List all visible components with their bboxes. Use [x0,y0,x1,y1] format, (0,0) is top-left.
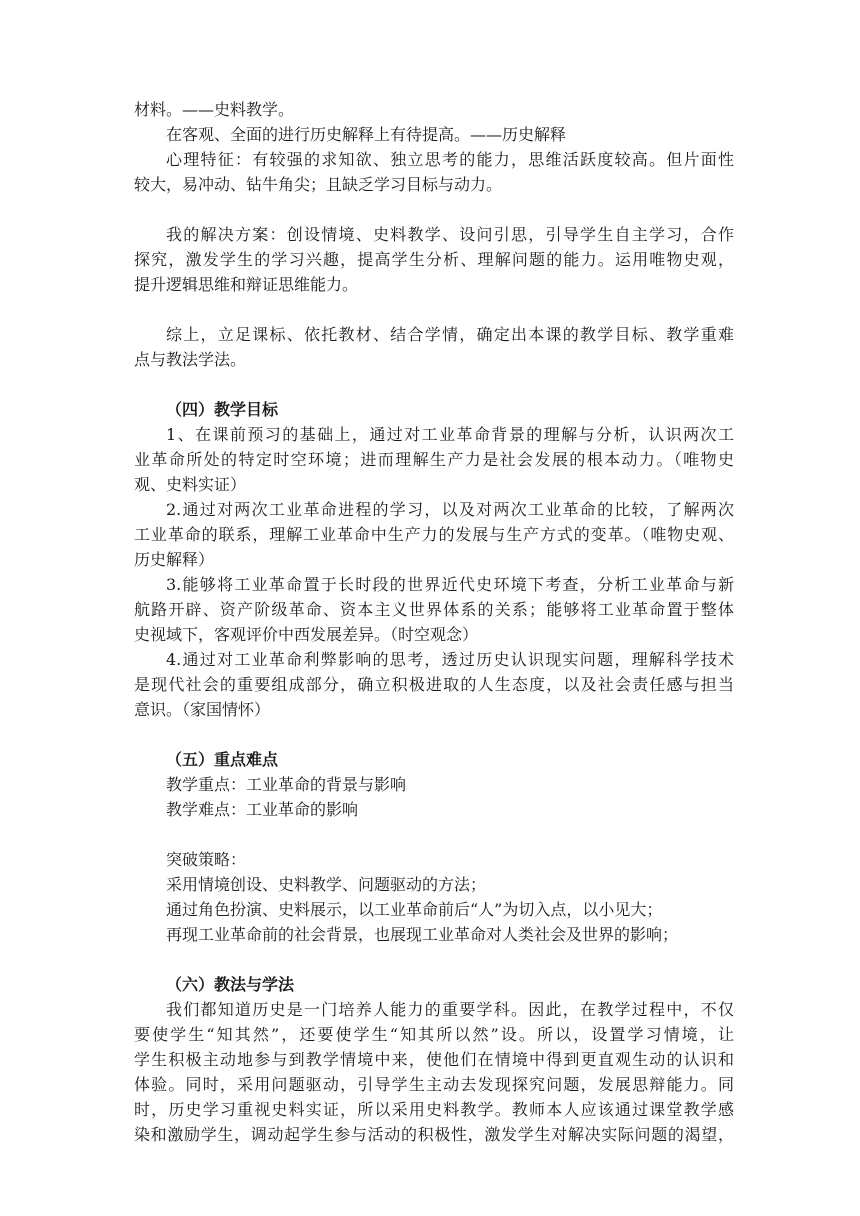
text-line: 学生积极主动地参与到教学情境中来，使他们在情境中得到更直观生动的认识和 [134,1050,734,1069]
text-line: 工业革命的联系，理解工业革命中生产力的发展与生产方式的变革。（唯物史观、 [134,525,734,544]
text-line: 意识。（家国情怀） [134,700,271,719]
section-heading-objectives: （四）教学目标 [166,400,279,419]
text-line: 通过角色扮演、史料展示，以工业革命前后“人”为切入点，以小见大； [166,900,663,919]
text-line: 要使学生“知其然”，还要使学生“知其所以然”设。所以，设置学习情境，让 [134,1025,734,1044]
text-line: 采用情境创设、史料教学、问题驱动的方法； [166,875,487,894]
text-line: 航路开辟、资产阶级革命、资本主义世界体系的关系；能够将工业革命置于整体 [134,600,734,619]
text-line: 历史解释） [134,550,215,569]
text-line: 1、在课前预习的基础上，通过对工业革命背景的理解与分析，认识两次工 [166,425,734,444]
blank-line [134,197,734,222]
section-heading-key-points: （五）重点难点 [166,750,279,769]
document-body [134,97,734,1147]
blank-line [134,722,734,747]
section-heading-methods: （六）教法与学法 [166,975,295,994]
text-line: 教学难点：工业革命的影响 [166,800,359,819]
text-line: 体验。同时，采用问题驱动，引导学生主动去发现探究问题，发展思辩能力。同 [134,1075,734,1094]
text-line: 染和激励学生，调动起学生参与活动的积极性，激发学生对解决实际问题的渴望， [134,1125,734,1144]
text-line: 再现工业革命前的社会背景，也展现工业革命对人类社会及世界的影响； [166,925,679,944]
text-line: 业革命所处的特定时空环境；进而理解生产力是社会发展的根本动力。（唯物史 [134,450,734,469]
text-line: 我的解决方案：创设情境、史料教学、设问引思，引导学生自主学习，合作 [166,225,734,244]
text-line: 探究，激发学生的学习兴趣，提高学生分析、理解问题的能力。运用唯物史观， [134,250,734,269]
text-line: 点与教法学法。 [134,350,247,369]
text-line: 教学重点：工业革命的背景与影响 [166,775,407,794]
text-line: 3.能够将工业革命置于长时段的世界近代史环境下考查，分析工业革命与新 [166,575,734,594]
text-line: 提升逻辑思维和辩证思维能力。 [134,275,359,294]
text-line: 4.通过对工业革命利弊影响的思考，透过历史认识现实问题，理解科学技术 [166,650,734,669]
text-line: 在客观、全面的进行历史解释上有待提高。——历史解释 [166,125,567,144]
blank-line [134,947,734,972]
text-line: 观、史料实证） [134,475,247,494]
blank-line [134,297,734,322]
text-line: 是现代社会的重要组成部分，确立积极进取的人生态度，以及社会责任感与担当 [134,675,734,694]
text-line: 时，历史学习重视史料实证，所以采用史料教学。教师本人应该通过课堂教学感 [134,1100,734,1119]
blank-line [134,372,734,397]
text-line: 突破策略： [166,850,247,869]
text-line: 材料。——史料教学。 [134,100,295,119]
text-line: 我们都知道历史是一门培养人能力的重要学科。因此，在教学过程中，不仅 [166,1000,734,1019]
text-line: 史视域下，客观评价中西发展差异。（时空观念） [134,625,479,644]
text-line: 心理特征：有较强的求知欲、独立思考的能力，思维活跃度较高。但片面性 [166,150,734,169]
text-line: 综上，立足课标、依托教材、结合学情，确定出本课的教学目标、教学重难 [166,325,734,344]
text-line: 2.通过对两次工业革命进程的学习，以及对两次工业革命的比较，了解两次 [166,500,734,519]
blank-line [134,822,734,847]
text-line: 较大，易冲动、钻牛角尖；且缺乏学习目标与动力。 [134,175,503,194]
